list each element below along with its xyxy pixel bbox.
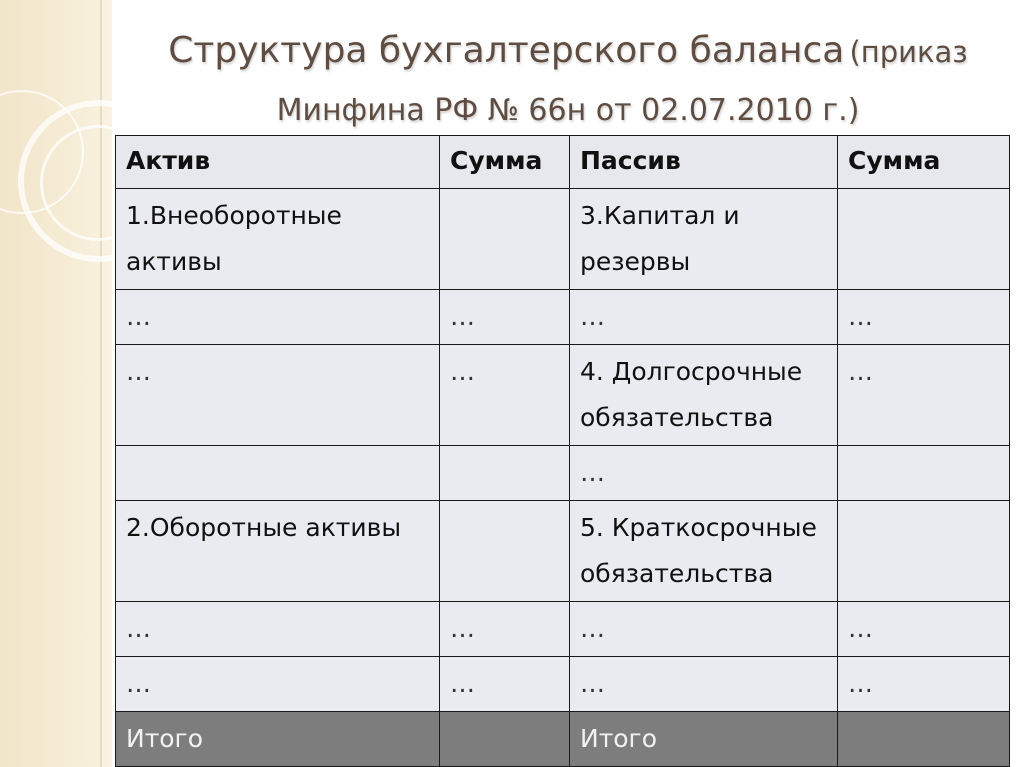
table-row: [116, 345, 1010, 446]
table-cell: …: [116, 602, 440, 657]
table-cell: [116, 446, 440, 501]
table-cell: 3.Капитал и резервы: [570, 189, 838, 290]
table-cell: [838, 446, 1010, 501]
table-row: [116, 290, 1010, 345]
table-row: [116, 657, 1010, 712]
table-cell: [440, 501, 570, 602]
header-asset: Актив: [116, 136, 440, 189]
table-cell: …: [116, 657, 440, 712]
decorative-side-band: [0, 0, 112, 767]
table-cell: …: [838, 602, 1010, 657]
table-cell: …: [838, 290, 1010, 345]
table-row: [116, 501, 1010, 602]
table-cell: 2.Оборотные активы: [116, 501, 440, 602]
total-sum-assets: [440, 712, 570, 767]
table-cell: …: [440, 290, 570, 345]
table-row: [116, 189, 1010, 290]
table-cell: …: [116, 345, 440, 446]
total-sum-liabilities: [838, 712, 1010, 767]
table-cell: …: [570, 602, 838, 657]
table-cell: …: [838, 657, 1010, 712]
balance-table: [115, 135, 1010, 767]
table-cell: …: [440, 602, 570, 657]
table-cell: [440, 446, 570, 501]
table-cell: 4. Долгосрочные обязательства: [570, 345, 838, 446]
header-liability: Пассив: [570, 136, 838, 189]
table-cell: …: [440, 345, 570, 446]
table-cell: …: [570, 446, 838, 501]
header-asset-sum: Сумма: [440, 136, 570, 189]
table-cell: [440, 189, 570, 290]
table-cell: 1.Внеоборотные активы: [116, 189, 440, 290]
total-label-liabilities: Итого: [570, 712, 838, 767]
table-cell: …: [570, 657, 838, 712]
table-cell: [838, 501, 1010, 602]
table-cell: [838, 189, 1010, 290]
table-cell: …: [440, 657, 570, 712]
header-liability-sum: Сумма: [838, 136, 1010, 189]
table-header-row: [116, 136, 1010, 189]
table-cell: 5. Краткосрочные обязательства: [570, 501, 838, 602]
total-label-assets: Итого: [116, 712, 440, 767]
title-order-prefix: (приказ: [849, 35, 968, 69]
table-row: [116, 446, 1010, 501]
table-cell: …: [116, 290, 440, 345]
table-cell: …: [570, 290, 838, 345]
table-cell: …: [838, 345, 1010, 446]
table-row: [116, 602, 1010, 657]
title-line2: Минфина РФ № 66н от 02.07.2010 г.): [276, 93, 860, 128]
slide-title: [118, 24, 1018, 138]
total-row: [116, 712, 1010, 767]
title-main: Структура бухгалтерского баланса: [168, 30, 845, 71]
